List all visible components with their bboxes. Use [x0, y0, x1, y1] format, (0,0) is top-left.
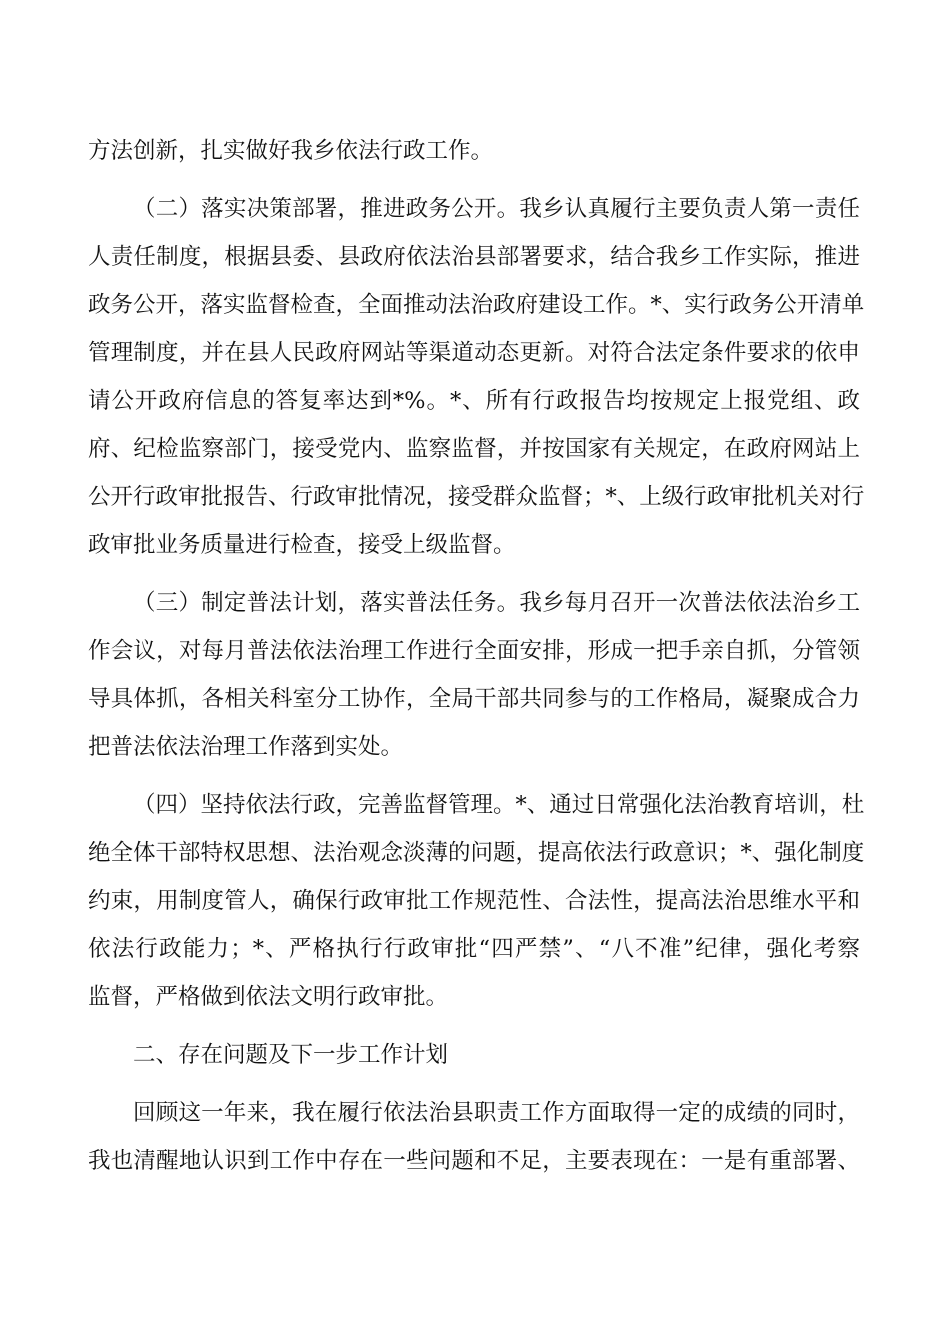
text-line: 府、纪检监察部门，接受党内、监察监督，并按国家有关规定，在政府网站上	[88, 436, 860, 462]
section-heading: 二、存在问题及下一步工作计划	[133, 1042, 449, 1068]
text-line: （二）落实决策部署，推进政务公开。我乡认真履行主要负责人第一责任	[133, 196, 860, 222]
text-line: 导具体抓，各相关科室分工协作，全局干部共同参与的工作格局，凝聚成合力	[88, 686, 860, 712]
text-line: 政审批业务质量进行检查，接受上级监督。	[88, 532, 516, 558]
text-line: 把普法依法治理工作落到实处。	[88, 734, 404, 760]
text-line: 作会议，对每月普法依法治理工作进行全面安排，形成一把手亲自抓，分管领	[88, 638, 860, 664]
text-line: 约束，用制度管人，确保行政审批工作规范性、合法性，提高法治思维水平和	[88, 888, 860, 914]
text-line: （三）制定普法计划，落实普法任务。我乡每月召开一次普法依法治乡工	[133, 590, 860, 616]
text-line: 我也清醒地认识到工作中存在一些问题和不足，主要表现在：一是有重部署、	[88, 1148, 860, 1174]
text-line: 请公开政府信息的答复率达到*%。*、所有行政报告均按规定上报党组、政	[88, 388, 860, 414]
text-line: 人责任制度，根据县委、县政府依法治县部署要求，结合我乡工作实际，推进	[88, 244, 860, 270]
text-line: 方法创新，扎实做好我乡依法行政工作。	[88, 138, 494, 164]
text-line: 绝全体干部特权思想、法治观念淡薄的问题，提高依法行政意识；*、强化制度	[88, 840, 865, 866]
text-line: （四）坚持依法行政，完善监督管理。*、通过日常强化法治教育培训，杜	[133, 792, 865, 818]
text-line: 管理制度，并在县人民政府网站等渠道动态更新。对符合法定条件要求的依申	[88, 340, 860, 366]
text-line: 依法行政能力；*、严格执行行政审批“四严禁”、“八不准”纪律，强化考察	[88, 936, 860, 962]
text-line: 回顾这一年来，我在履行依法治县职责工作方面取得一定的成绩的同时，	[133, 1100, 860, 1126]
text-line: 公开行政审批报告、行政审批情况，接受群众监督；*、上级行政审批机关对行	[88, 484, 865, 510]
text-line: 监督，严格做到依法文明行政审批。	[88, 984, 449, 1010]
text-line: 政务公开，落实监督检查，全面推动法治政府建设工作。*、实行政务公开清单	[88, 292, 865, 318]
